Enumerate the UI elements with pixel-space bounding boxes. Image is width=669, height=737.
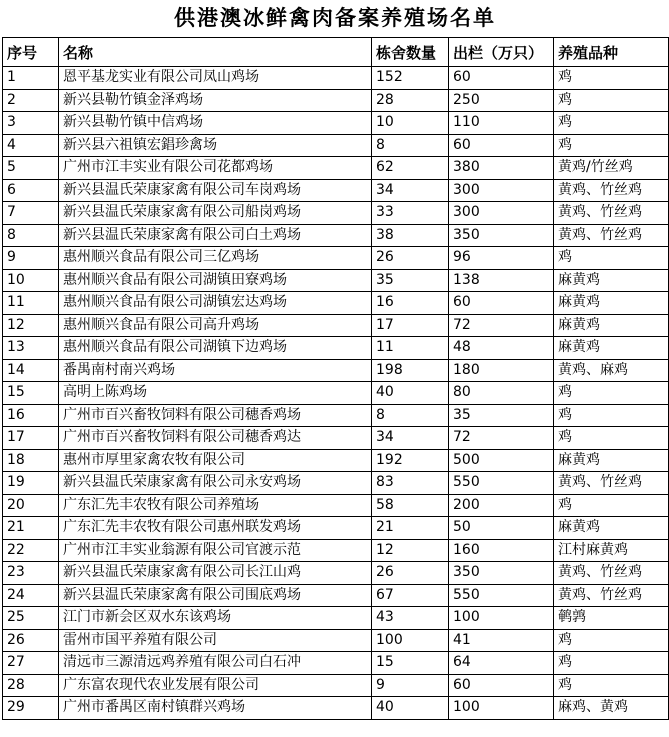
cell-no: 9 [3,247,59,270]
cell-count: 9 [372,674,449,697]
cell-name: 广东汇先丰农牧有限公司养殖场 [59,494,372,517]
cell-no: 1 [3,67,59,90]
cell-no: 12 [3,314,59,337]
cell-no: 23 [3,562,59,585]
cell-no: 2 [3,89,59,112]
cell-kind: 鸡 [554,67,669,90]
cell-name: 江门市新会区双水东该鸡场 [59,607,372,630]
table-header-row [3,38,669,67]
cell-name: 新兴县温氏荣康家禽有限公司白土鸡场 [59,224,372,247]
cell-count: 192 [372,449,449,472]
cell-count: 10 [372,112,449,135]
cell-name: 惠州市厚里家禽农牧有限公司 [59,449,372,472]
cell-output: 100 [449,607,554,630]
cell-name: 广东富农现代农业发展有限公司 [59,674,372,697]
cell-count: 8 [372,134,449,157]
cell-name: 广州市江丰实业翁源有限公司官渡示范 [59,539,372,562]
table-row [3,517,669,540]
header-no: 序号 [3,38,59,67]
table-row [3,292,669,315]
table-row [3,314,669,337]
cell-no: 3 [3,112,59,135]
cell-count: 58 [372,494,449,517]
cell-count: 35 [372,269,449,292]
cell-name: 新兴县温氏荣康家禽有限公司船岗鸡场 [59,202,372,225]
cell-output: 300 [449,179,554,202]
cell-no: 8 [3,224,59,247]
cell-name: 广州市江丰实业有限公司花都鸡场 [59,157,372,180]
cell-output: 48 [449,337,554,360]
cell-kind: 黄鸡、麻鸡 [554,359,669,382]
table-row [3,157,669,180]
cell-kind: 鸡 [554,629,669,652]
header-name: 名称 [59,38,372,67]
cell-output: 60 [449,292,554,315]
cell-output: 500 [449,449,554,472]
cell-no: 25 [3,607,59,630]
cell-name: 惠州顺兴食品有限公司三亿鸡场 [59,247,372,270]
table-row [3,539,669,562]
table-row [3,224,669,247]
cell-name: 惠州顺兴食品有限公司高升鸡场 [59,314,372,337]
cell-kind: 鸡 [554,112,669,135]
header-count: 栋舍数量 [372,38,449,67]
cell-count: 34 [372,179,449,202]
cell-output: 350 [449,224,554,247]
cell-no: 22 [3,539,59,562]
cell-no: 21 [3,517,59,540]
cell-kind: 鹌鹑 [554,607,669,630]
cell-no: 11 [3,292,59,315]
cell-output: 41 [449,629,554,652]
cell-output: 380 [449,157,554,180]
table-row [3,67,669,90]
cell-kind: 江村麻黄鸡 [554,539,669,562]
table-row [3,179,669,202]
table-row [3,427,669,450]
cell-no: 20 [3,494,59,517]
cell-count: 38 [372,224,449,247]
cell-output: 80 [449,382,554,405]
cell-kind: 黄鸡、竹丝鸡 [554,584,669,607]
cell-count: 12 [372,539,449,562]
cell-kind: 麻黄鸡 [554,314,669,337]
cell-kind: 黄鸡/竹丝鸡 [554,157,669,180]
cell-kind: 鸡 [554,652,669,675]
cell-kind: 鸡 [554,404,669,427]
cell-output: 550 [449,584,554,607]
cell-name: 新兴县温氏荣康家禽有限公司车岗鸡场 [59,179,372,202]
cell-kind: 麻黄鸡 [554,292,669,315]
table-row [3,359,669,382]
table-row [3,89,669,112]
cell-output: 110 [449,112,554,135]
cell-count: 40 [372,697,449,720]
table-row [3,247,669,270]
cell-name: 惠州顺兴食品有限公司湖镇宏达鸡场 [59,292,372,315]
table-row [3,562,669,585]
cell-no: 27 [3,652,59,675]
cell-name: 广州市百兴畜牧饲料有限公司穗香鸡达 [59,427,372,450]
cell-no: 26 [3,629,59,652]
cell-no: 4 [3,134,59,157]
cell-no: 5 [3,157,59,180]
cell-output: 96 [449,247,554,270]
cell-no: 17 [3,427,59,450]
table-row [3,697,669,720]
page-title: 供港澳冰鲜禽肉备案养殖场名单 [174,6,496,30]
table-row [3,404,669,427]
cell-name: 新兴县勒竹镇金泽鸡场 [59,89,372,112]
cell-kind: 鸡 [554,134,669,157]
table-row [3,494,669,517]
cell-no: 19 [3,472,59,495]
cell-kind: 麻黄鸡 [554,517,669,540]
cell-count: 8 [372,404,449,427]
cell-output: 64 [449,652,554,675]
cell-kind: 黄鸡、竹丝鸡 [554,562,669,585]
table-row [3,134,669,157]
cell-output: 35 [449,404,554,427]
cell-kind: 黄鸡、竹丝鸡 [554,472,669,495]
cell-no: 16 [3,404,59,427]
cell-no: 29 [3,697,59,720]
cell-no: 24 [3,584,59,607]
table-row [3,269,669,292]
table-row [3,584,669,607]
header-output: 出栏（万只） [449,38,554,67]
cell-no: 10 [3,269,59,292]
table-row [3,112,669,135]
cell-count: 152 [372,67,449,90]
cell-kind: 麻鸡、黄鸡 [554,697,669,720]
table-row [3,652,669,675]
cell-output: 300 [449,202,554,225]
cell-output: 100 [449,697,554,720]
cell-name: 广州市番禺区南村镇群兴鸡场 [59,697,372,720]
cell-kind: 鸡 [554,427,669,450]
cell-output: 250 [449,89,554,112]
cell-count: 15 [372,652,449,675]
cell-count: 62 [372,157,449,180]
table-body [3,67,669,720]
cell-count: 21 [372,517,449,540]
cell-kind: 鸡 [554,89,669,112]
cell-count: 16 [372,292,449,315]
cell-kind: 麻黄鸡 [554,269,669,292]
cell-count: 33 [372,202,449,225]
cell-output: 60 [449,134,554,157]
cell-output: 350 [449,562,554,585]
farm-table [2,37,669,720]
cell-output: 180 [449,359,554,382]
cell-kind: 黄鸡、竹丝鸡 [554,224,669,247]
table-row [3,202,669,225]
cell-kind: 鸡 [554,382,669,405]
cell-kind: 黄鸡、竹丝鸡 [554,202,669,225]
cell-name: 新兴县温氏荣康家禽有限公司永安鸡场 [59,472,372,495]
cell-name: 恩平基龙实业有限公司凤山鸡场 [59,67,372,90]
cell-kind: 鸡 [554,494,669,517]
cell-name: 雷州市国平养殖有限公司 [59,629,372,652]
cell-name: 广东汇先丰农牧有限公司惠州联发鸡场 [59,517,372,540]
cell-name: 新兴县六祖镇宏錩珍禽场 [59,134,372,157]
cell-name: 番禺南村南兴鸡场 [59,359,372,382]
cell-output: 50 [449,517,554,540]
cell-name: 广州市百兴畜牧饲料有限公司穗香鸡场 [59,404,372,427]
table-row [3,472,669,495]
cell-no: 6 [3,179,59,202]
spreadsheet [2,0,668,720]
cell-output: 72 [449,314,554,337]
cell-no: 13 [3,337,59,360]
table-row [3,382,669,405]
cell-kind: 黄鸡、竹丝鸡 [554,179,669,202]
cell-output: 60 [449,674,554,697]
cell-output: 160 [449,539,554,562]
cell-count: 198 [372,359,449,382]
cell-count: 40 [372,382,449,405]
cell-count: 83 [372,472,449,495]
cell-no: 18 [3,449,59,472]
table-row [3,607,669,630]
table-row [3,674,669,697]
table-row [3,449,669,472]
cell-name: 新兴县温氏荣康家禽有限公司长江山鸡 [59,562,372,585]
cell-output: 550 [449,472,554,495]
cell-no: 7 [3,202,59,225]
cell-kind: 鸡 [554,674,669,697]
table-row [3,337,669,360]
cell-no: 28 [3,674,59,697]
cell-count: 17 [372,314,449,337]
cell-kind: 麻黄鸡 [554,337,669,360]
cell-count: 100 [372,629,449,652]
cell-count: 67 [372,584,449,607]
table-row [3,629,669,652]
cell-no: 14 [3,359,59,382]
cell-kind: 鸡 [554,247,669,270]
cell-count: 26 [372,562,449,585]
cell-name: 新兴县勒竹镇中信鸡场 [59,112,372,135]
cell-name: 惠州顺兴食品有限公司湖镇下边鸡场 [59,337,372,360]
cell-output: 138 [449,269,554,292]
cell-kind: 麻黄鸡 [554,449,669,472]
cell-name: 新兴县温氏荣康家禽有限公司围底鸡场 [59,584,372,607]
cell-count: 11 [372,337,449,360]
header-kind: 养殖品种 [554,38,669,67]
cell-no: 15 [3,382,59,405]
cell-count: 26 [372,247,449,270]
cell-name: 清远市三源清远鸡养殖有限公司白石冲 [59,652,372,675]
cell-output: 200 [449,494,554,517]
cell-output: 60 [449,67,554,90]
cell-name: 惠州顺兴食品有限公司湖镇田寮鸡场 [59,269,372,292]
cell-output: 72 [449,427,554,450]
cell-count: 43 [372,607,449,630]
cell-count: 34 [372,427,449,450]
cell-name: 高明上陈鸡场 [59,382,372,405]
cell-count: 28 [372,89,449,112]
